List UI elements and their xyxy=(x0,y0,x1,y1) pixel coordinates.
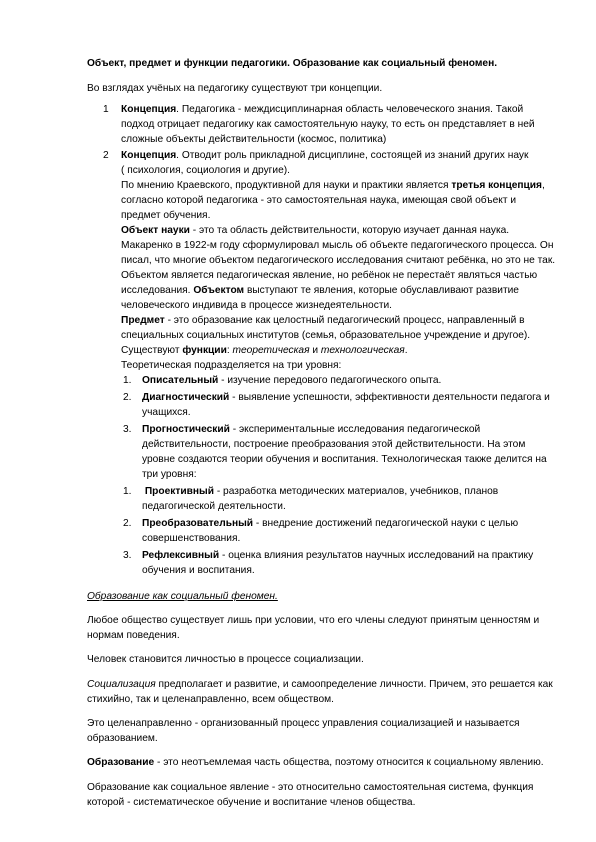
concept1-line xyxy=(121,102,523,117)
object-line xyxy=(121,283,519,298)
kraevsky-line: предмет обучения. xyxy=(121,210,211,221)
paragraph-line xyxy=(87,677,553,692)
theory-level-line xyxy=(142,373,441,388)
paragraph-text: - это неотъемлемая часть общества, поэтому относится к социальному явлению. xyxy=(154,757,544,768)
tech-level-line xyxy=(142,516,518,531)
level-term: Описательный xyxy=(142,375,219,386)
concept1-line: подход отрицает педагогику как самостоятельную науку, то есть он представляет в ней xyxy=(121,119,535,130)
subject-text: : xyxy=(226,345,233,356)
paragraph-line: образованием. xyxy=(87,733,158,744)
list-number: 1 xyxy=(103,104,109,115)
list-number: 3. xyxy=(123,424,132,435)
theory-level-line: учащихся. xyxy=(142,407,191,418)
tech-level-line xyxy=(142,484,498,499)
concept1-line: сложные объекты действительности (космос, политика) xyxy=(121,134,387,145)
paragraph-line: стихийно, так и целенаправленно, всем обществом. xyxy=(87,694,334,705)
object-text: исследования. xyxy=(121,285,194,296)
intro-paragraph: Во взглядах учёных на педагогику существуют три концепции. xyxy=(87,83,383,94)
object-line: Объектом является педагогическая явление, но ребёнок не перестаёт являться частью xyxy=(121,270,538,281)
concept1-text: . Педагогика - междисциплинарная область человеческого знания. Такой xyxy=(176,104,524,115)
level-term: Диагностический xyxy=(142,392,230,403)
kraevsky-text: , xyxy=(542,180,545,191)
subject-line: специальных социальных институтов (семья, образовательное учреждение и другое). xyxy=(121,330,531,341)
level-text: - разработка методических материалов, учебников, планов xyxy=(214,486,499,497)
subject-term: Предмет xyxy=(121,315,165,326)
object-term-inline: Объектом xyxy=(193,285,245,296)
third-concept-term: третья концепция xyxy=(451,180,543,191)
list-number: 1. xyxy=(123,486,132,497)
list-number: 1. xyxy=(123,375,132,386)
paragraph-line: Это целенаправленно - организованный процесс управления социализацией и называется xyxy=(87,718,520,729)
level-text: - изучение передового педагогического опыта. xyxy=(218,375,442,386)
object-line xyxy=(121,223,509,238)
level-text: - оценка влияния результатов научных исследований на практику xyxy=(219,550,534,561)
paragraph-line: нормам поведения. xyxy=(87,630,180,641)
level-text: - экспериментальные исследования педагогической xyxy=(229,424,481,435)
theory-level-line xyxy=(142,422,480,437)
list-number: 2. xyxy=(123,392,132,403)
list-number: 3. xyxy=(123,550,132,561)
theoretical-function: теоретическая xyxy=(232,345,310,356)
technological-function: технологическая xyxy=(320,345,405,356)
subject-line: Теоретическая подразделяется на три уровня: xyxy=(121,360,342,371)
tech-level-line: обучения и воспитания. xyxy=(142,565,255,576)
list-number: 2 xyxy=(103,150,109,161)
tech-level-line: педагогической деятельности. xyxy=(142,501,286,512)
object-text: - это та область действительности, которую изучает данная наука. xyxy=(189,225,510,236)
concept2-text: . Отводит роль прикладной дисциплине, состоящей из знаний других наук xyxy=(176,150,529,161)
socialization-term: Социализация xyxy=(87,679,156,690)
concept2-line xyxy=(121,148,528,163)
kraevsky-line xyxy=(121,178,545,193)
paragraph-line: которой - систематическое обучение и воспитание членов общества. xyxy=(87,797,416,808)
theory-level-line: уровне создаются теории обучения и воспитания. Технологическая также делится на xyxy=(142,454,547,465)
paragraph-line: Образование как социальное явление - это относительно самостоятельная система, функция xyxy=(87,782,534,793)
subject-text: - это образование как целостный педагогический процесс, направленный в xyxy=(164,315,525,326)
education-term: Образование xyxy=(87,757,155,768)
paragraph-line: Человек становится личностью в процессе социализации. xyxy=(87,654,364,665)
theory-level-line xyxy=(142,390,550,405)
object-line: Макаренко в 1922-м году сформулировал мысль об объекте педагогического процесса. Он xyxy=(121,240,554,251)
subject-text: и xyxy=(309,345,321,356)
subject-text: . xyxy=(404,345,408,356)
object-term: Объект науки xyxy=(121,225,190,236)
tech-level-line xyxy=(142,548,533,563)
paragraph-line: Любое общество существует лишь при условии, что его члены следуют принятым ценностям и xyxy=(87,615,540,626)
concept1-term: Концепция xyxy=(121,104,177,115)
paragraph-line xyxy=(87,755,544,770)
theory-level-line: три уровня: xyxy=(142,469,197,480)
level-term: Рефлексивный xyxy=(142,550,220,561)
concept2-line: ( психология, социология и другие). xyxy=(121,165,290,176)
kraevsky-line: согласно которой педагогика - это самостоятельная наука, имеющая свой объект и xyxy=(121,195,517,206)
functions-term: функции xyxy=(182,345,227,356)
list-number: 2. xyxy=(123,518,132,529)
level-term: Преобразовательный xyxy=(142,518,254,529)
kraevsky-text: По мнению Краевского, продуктивной для науки и практики является xyxy=(121,180,452,191)
theory-level-line: действительности, построение преобразования этой действительности. На этом xyxy=(142,439,526,450)
object-line: человеческого индивида в процессе жизнедеятельности. xyxy=(121,300,393,311)
object-text: выступают те явления, которые обуславливают развитие xyxy=(244,285,519,296)
object-line: писал, что многие объектом педагогического исследования считают ребёнка, но это не так. xyxy=(121,255,556,266)
tech-level-line: совершенствования. xyxy=(142,533,241,544)
level-term: Проективный xyxy=(142,486,214,497)
section-heading: Образование как социальный феномен. xyxy=(87,591,278,602)
level-text: - выявление успешности, эффективности деятельности педагога и xyxy=(229,392,550,403)
document-title: Объект, предмет и функции педагогики. Образование как социальный феномен. xyxy=(87,58,498,69)
paragraph-text: предполагает и развитие, и самоопределение личности. Причем, это решается как xyxy=(155,679,553,690)
level-term: Прогностический xyxy=(142,424,230,435)
level-text: - внедрение достижений педагогической науки с целью xyxy=(253,518,519,529)
concept2-term: Концепция xyxy=(121,150,177,161)
subject-line xyxy=(121,313,525,328)
subject-line xyxy=(121,343,408,358)
subject-text: Существуют xyxy=(121,345,183,356)
